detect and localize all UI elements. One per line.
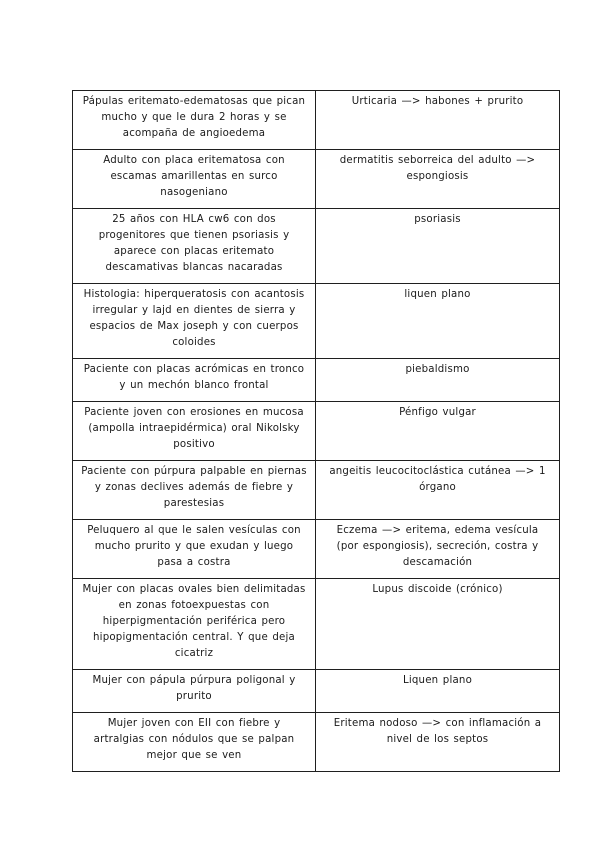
card-question: Paciente con púrpura palpable en piernas y zonas declives además de fiebre y parestesias (73, 461, 316, 520)
card-question: Histologia: hiperqueratosis con acantosis irregular y lajd en dientes de sierra y espacios de Max joseph y con cuerpos coloides (73, 284, 316, 359)
card-question: 25 años con HLA cw6 con dos progenitores que tienen psoriasis y aparece con placas eritemato descamativas blancas nacaradas (73, 209, 316, 284)
card-row (73, 209, 560, 284)
card-row (73, 713, 560, 772)
card-question: Mujer con pápula púrpura poligonal y prurito (73, 670, 316, 713)
card-question: Mujer joven con EII con fiebre y artralgias con nódulos que se palpan mejor que se ven (73, 713, 316, 772)
card-row (73, 402, 560, 461)
card-answer: Liquen plano (316, 670, 560, 713)
card-row (73, 579, 560, 670)
card-row (73, 520, 560, 579)
card-answer: liquen plano (316, 284, 560, 359)
card-answer: Eritema nodoso —> con inflamación a nivel de los septos (316, 713, 560, 772)
card-answer: Pénfigo vulgar (316, 402, 560, 461)
card-row (73, 670, 560, 713)
card-answer: psoriasis (316, 209, 560, 284)
card-question: Paciente con placas acrómicas en tronco y un mechón blanco frontal (73, 359, 316, 402)
card-question: Paciente joven con erosiones en mucosa (ampolla intraepidérmica) oral Nikolsky positivo (73, 402, 316, 461)
card-question: Adulto con placa eritematosa con escamas amarillentas en surco nasogeniano (73, 150, 316, 209)
card-answer: Urticaria —> habones + prurito (316, 91, 560, 150)
card-row (73, 91, 560, 150)
card-answer: angeitis leucocitoclástica cutánea —> 1 órgano (316, 461, 560, 520)
card-row (73, 461, 560, 520)
card-question: Mujer con placas ovales bien delimitadas en zonas fotoexpuestas con hiperpigmentación periférica pero hipopigmentación central. Y que deja cicatriz (73, 579, 316, 670)
flashcard-table (72, 90, 560, 772)
card-row (73, 150, 560, 209)
card-row (73, 284, 560, 359)
card-answer: piebaldismo (316, 359, 560, 402)
card-answer: Lupus discoide (crónico) (316, 579, 560, 670)
card-question: Peluquero al que le salen vesículas con mucho prurito y que exudan y luego pasa a costra (73, 520, 316, 579)
card-answer: dermatitis seborreica del adulto —> espongiosis (316, 150, 560, 209)
card-row (73, 359, 560, 402)
card-question: Pápulas eritemato-edematosas que pican mucho y que le dura 2 horas y se acompaña de angioedema (73, 91, 316, 150)
card-answer: Eczema —> eritema, edema vesícula (por espongiosis), secreción, costra y descamación (316, 520, 560, 579)
